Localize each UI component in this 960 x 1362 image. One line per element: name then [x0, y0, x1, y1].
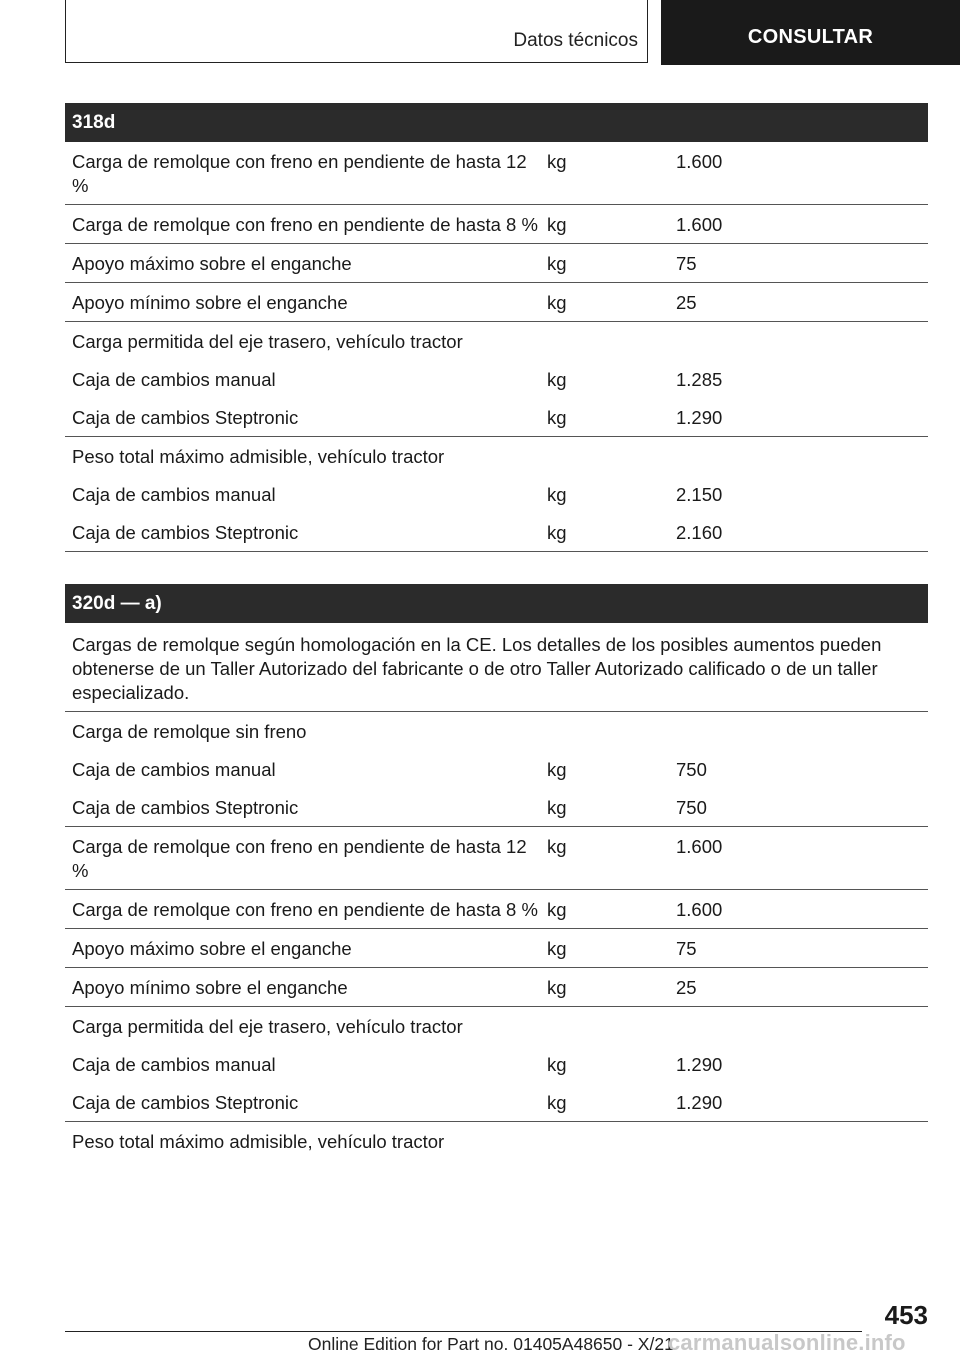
cell-label: Apoyo máximo sobre el enganche: [72, 253, 352, 274]
cell-label: Peso total máximo admisible, vehículo tractor: [72, 446, 445, 467]
cell-unit: [540, 330, 668, 354]
table-row: [65, 788, 928, 827]
cell-label: Caja de cambios manual: [72, 369, 276, 390]
cell-label: Caja de cambios Steptronic: [72, 1092, 299, 1113]
table-row: [65, 398, 928, 437]
cell-unit: kg: [547, 759, 567, 780]
table-title: 320d — a): [65, 584, 928, 623]
cell-value: 2.160: [676, 522, 723, 543]
cell-unit: kg: [547, 214, 567, 235]
cell-unit: [540, 1130, 668, 1154]
table-title: 318d: [65, 103, 928, 142]
table-row: [65, 1007, 928, 1045]
page-header: [0, 0, 960, 66]
table-note: Cargas de remolque según homologación en la CE. Los detalles de los posibles aumentos pueden obtenerse de un Taller Autorizado del fabricante o de otro Taller Autorizado calificado o de un taller especializado.: [72, 634, 882, 703]
table-row: [65, 1083, 928, 1122]
cell-label: Apoyo mínimo sobre el enganche: [72, 292, 348, 313]
cell-unit: kg: [547, 1054, 567, 1075]
cell-label: Caja de cambios manual: [72, 1054, 276, 1075]
cell-label: Caja de cambios Steptronic: [72, 797, 299, 818]
table-row: [65, 968, 928, 1007]
table-row: [65, 283, 928, 322]
watermark: carmanualsonline.info: [668, 1330, 906, 1355]
table-row: [65, 929, 928, 968]
table-row: [65, 827, 928, 890]
cell-value: 1.600: [676, 214, 723, 235]
table-row: [65, 1045, 928, 1083]
cell-label: Carga de remolque con freno en pendiente de hasta 8 %: [72, 899, 538, 920]
cell-label: Caja de cambios manual: [72, 484, 276, 505]
cell-label: Apoyo mínimo sobre el enganche: [72, 977, 348, 998]
cell-value: 750: [676, 759, 707, 780]
table-row: [65, 322, 928, 360]
cell-label: Apoyo máximo sobre el enganche: [72, 938, 352, 959]
table-row: [65, 437, 928, 475]
cell-unit: kg: [547, 369, 567, 390]
cell-label: Carga permitida del eje trasero, vehículo tractor: [72, 331, 463, 352]
edition-text: Online Edition for Part no. 01405A48650 - X/21: [308, 1334, 674, 1354]
cell-value: [668, 330, 928, 354]
cell-label: Peso total máximo admisible, vehículo tractor: [72, 1131, 445, 1152]
section-title: Datos técnicos: [513, 30, 638, 51]
table-row: [65, 513, 928, 552]
cell-value: 1.600: [676, 899, 723, 920]
cell-value: 75: [676, 938, 697, 959]
cell-value: 25: [676, 292, 697, 313]
cell-unit: kg: [547, 1092, 567, 1113]
table-row: [65, 205, 928, 244]
cell-value: [668, 1130, 928, 1154]
cell-unit: kg: [547, 522, 567, 543]
cell-label: Caja de cambios manual: [72, 759, 276, 780]
cell-unit: kg: [547, 899, 567, 920]
table-row: [65, 244, 928, 283]
cell-unit: kg: [547, 797, 567, 818]
cell-value: 1.290: [676, 1092, 723, 1113]
cell-unit: kg: [547, 836, 567, 857]
cell-value: 25: [676, 977, 697, 998]
cell-unit: kg: [547, 484, 567, 505]
cell-unit: kg: [547, 938, 567, 959]
cell-unit: [540, 1015, 668, 1039]
cell-value: [668, 445, 928, 469]
cell-unit: kg: [547, 151, 567, 172]
cell-value: 1.290: [676, 1054, 723, 1075]
cell-label: Carga de remolque con freno en pendiente de hasta 12 %: [72, 151, 527, 196]
cell-unit: kg: [547, 407, 567, 428]
cell-label: Carga de remolque sin freno: [72, 721, 307, 742]
cell-value: [668, 720, 928, 744]
cell-value: [668, 1015, 928, 1039]
consult-tab[interactable]: CONSULTAR: [661, 0, 960, 65]
table-note-row: [65, 623, 928, 712]
cell-value: 1.600: [676, 151, 723, 172]
table-row: [65, 1122, 928, 1160]
cell-label: Caja de cambios Steptronic: [72, 407, 299, 428]
cell-label: Caja de cambios Steptronic: [72, 522, 299, 543]
cell-unit: [540, 720, 668, 744]
table-row: [65, 142, 928, 205]
cell-unit: kg: [547, 253, 567, 274]
cell-value: 1.290: [676, 407, 723, 428]
table-row: [65, 475, 928, 513]
spec-table: [65, 103, 928, 552]
table-row: [65, 712, 928, 750]
spec-table: [65, 584, 928, 1160]
cell-value: 750: [676, 797, 707, 818]
cell-value: 2.150: [676, 484, 723, 505]
table-row: [65, 360, 928, 398]
page-number: 453: [884, 1300, 928, 1330]
cell-label: Carga de remolque con freno en pendiente de hasta 12 %: [72, 836, 527, 881]
table-row: [65, 750, 928, 788]
cell-value: 1.600: [676, 836, 723, 857]
cell-label: Carga permitida del eje trasero, vehículo tractor: [72, 1016, 463, 1037]
cell-value: 1.285: [676, 369, 723, 390]
table-row: [65, 890, 928, 929]
cell-unit: [540, 445, 668, 469]
cell-unit: kg: [547, 292, 567, 313]
cell-label: Carga de remolque con freno en pendiente de hasta 8 %: [72, 214, 538, 235]
cell-unit: kg: [547, 977, 567, 998]
spec-content: [65, 103, 928, 1192]
cell-value: 75: [676, 253, 697, 274]
